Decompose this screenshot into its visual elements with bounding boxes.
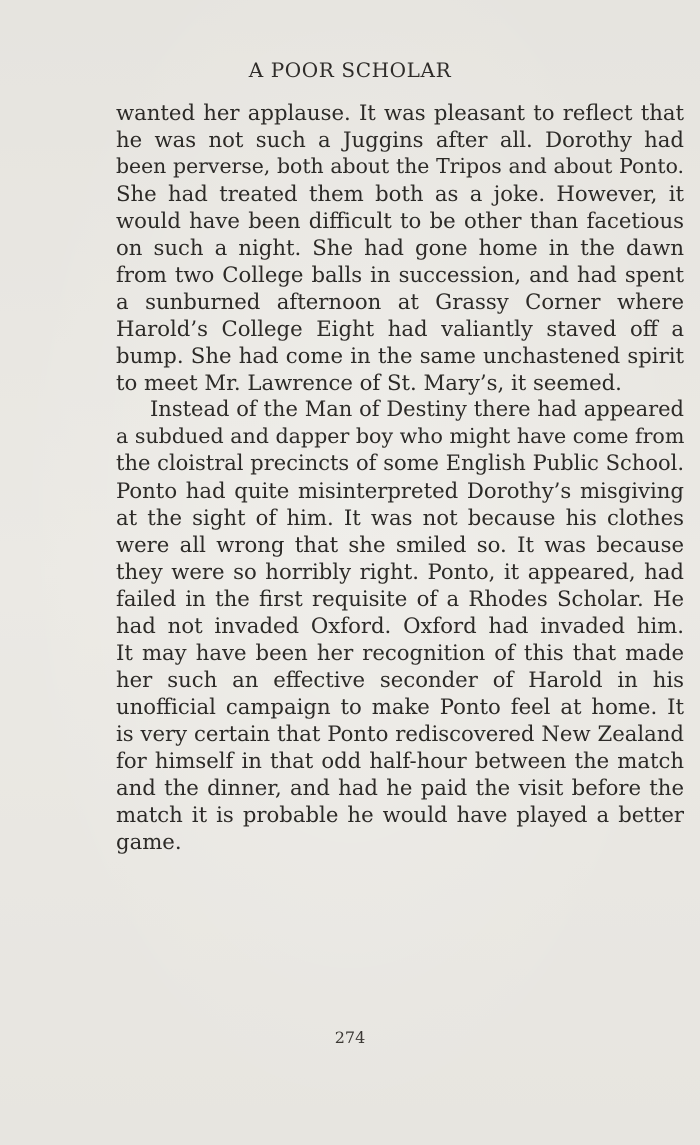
text-line: It may have been her recognition of this that made xyxy=(116,640,684,665)
text-line: match it is probable he would have played a better xyxy=(116,802,684,827)
text-line: She had treated them both as a joke. However, it xyxy=(116,181,684,206)
text-line: game. xyxy=(116,829,182,854)
text-line: failed in the first requisite of a Rhodes Scholar. He xyxy=(116,586,684,611)
text-line: been perverse, both about the Tripos and about Ponto. xyxy=(116,154,684,178)
text-line: on such a night. She had gone home in the dawn xyxy=(116,235,684,260)
text-line: a sunburned afternoon at Grassy Corner where xyxy=(116,289,684,314)
text-line: her such an effective seconder of Harold in his xyxy=(116,667,684,692)
page-number: 274 xyxy=(334,1028,366,1047)
text-line: would have been difficult to be other than facetious xyxy=(116,208,684,233)
text-line: the cloistral precincts of some English Public School. xyxy=(116,451,684,475)
text-line: Instead of the Man of Destiny there had appeared xyxy=(150,397,684,421)
text-line: unofficial campaign to make Ponto feel at home. It xyxy=(116,694,684,719)
text-line: at the sight of him. It was not because his clothes xyxy=(116,505,684,530)
text-line: for himself in that odd half-hour between the match xyxy=(116,748,684,773)
running-head: A POOR SCHOLAR xyxy=(248,58,452,82)
text-line: had not invaded Oxford. Oxford had invaded him. xyxy=(116,613,684,638)
body-text xyxy=(116,99,684,855)
text-line: and the dinner, and had he paid the visit before the xyxy=(116,775,684,800)
text-line: they were so horribly right. Ponto, it appeared, had xyxy=(116,559,684,584)
text-line: a subdued and dapper boy who might have come from xyxy=(116,424,684,448)
text-line: Harold’s College Eight had valiantly staved off a xyxy=(116,316,684,341)
text-line: wanted her applause. It was pleasant to reflect that xyxy=(116,100,684,125)
text-line: he was not such a Juggins after all. Dorothy had xyxy=(116,127,684,152)
text-line: were all wrong that she smiled so. It was because xyxy=(116,532,684,557)
text-line: is very certain that Ponto rediscovered New Zealand xyxy=(116,721,684,746)
text-line: from two College balls in succession, and had spent xyxy=(116,262,684,287)
paragraph-2 xyxy=(116,396,684,855)
text-line: bump. She had come in the same unchastened spirit xyxy=(116,343,684,368)
text-line: Ponto had quite misinterpreted Dorothy’s misgiving xyxy=(116,478,684,503)
paragraph-1 xyxy=(116,99,684,396)
text-line: to meet Mr. Lawrence of St. Mary’s, it seemed. xyxy=(116,370,622,395)
